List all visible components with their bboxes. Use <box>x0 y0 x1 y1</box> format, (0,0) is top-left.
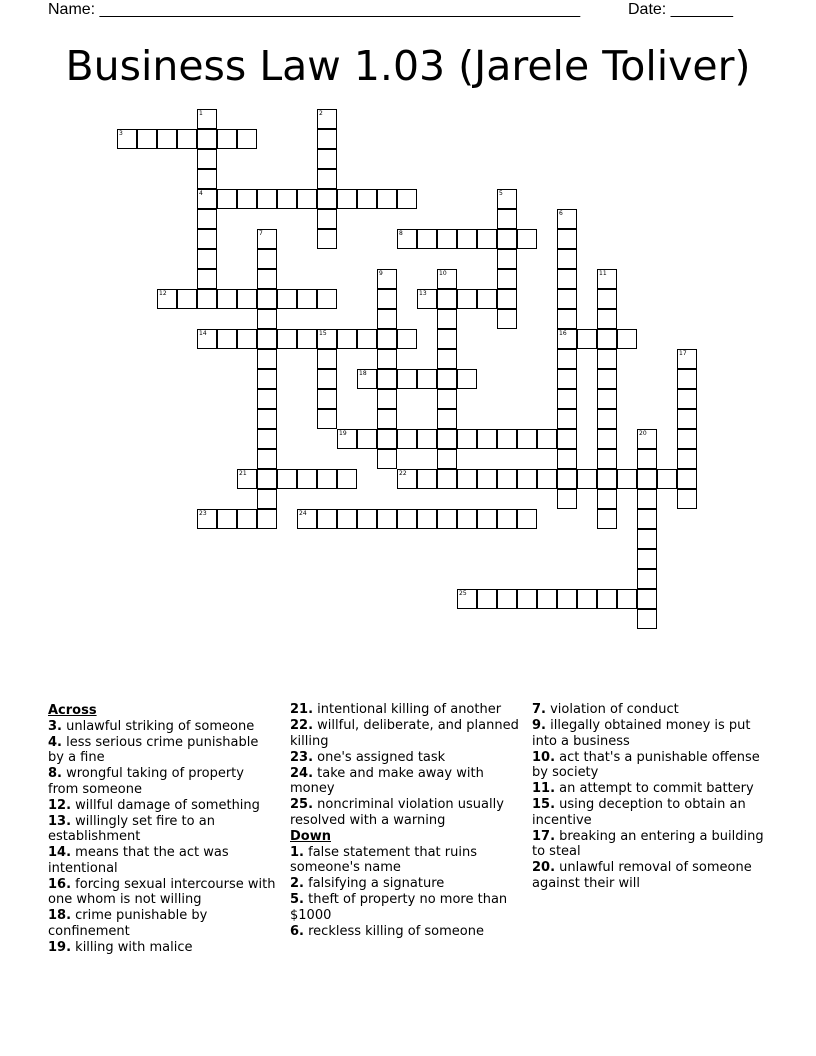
grid-cell[interactable] <box>397 369 417 389</box>
clue-across-19: 19. killing with malice <box>48 939 193 955</box>
grid-cell[interactable] <box>337 509 357 529</box>
clue-column-1 <box>48 702 278 956</box>
grid-cell[interactable] <box>557 429 577 449</box>
grid-cell[interactable] <box>397 189 417 209</box>
grid-cell[interactable] <box>317 369 337 389</box>
grid-cell[interactable] <box>597 429 617 449</box>
clue-number: 8 <box>399 230 403 237</box>
grid-cell[interactable] <box>637 509 657 529</box>
grid-cell[interactable] <box>257 349 277 369</box>
grid-cell[interactable] <box>317 509 337 529</box>
grid-cell[interactable] <box>357 509 377 529</box>
grid-cell[interactable] <box>277 289 297 309</box>
name-line[interactable]: Name: ______________________________________________________ <box>48 1 581 18</box>
clue-across-8: 8. wrongful taking of property from someone <box>48 766 244 797</box>
grid-cell[interactable] <box>597 449 617 469</box>
grid-cell[interactable] <box>477 469 497 489</box>
grid-cell[interactable] <box>557 209 577 229</box>
clue-across-4: 4. less serious crime punishable by a fine <box>48 734 259 765</box>
down-heading: Down <box>290 829 331 844</box>
clue-across-14: 14. means that the act was intentional <box>48 845 229 876</box>
grid-cell[interactable] <box>457 509 477 529</box>
grid-cell[interactable] <box>557 329 577 349</box>
grid-cell[interactable] <box>317 289 337 309</box>
grid-cell[interactable] <box>677 449 697 469</box>
grid-cell[interactable] <box>377 329 397 349</box>
clue-number: 2 <box>319 110 323 117</box>
grid-cell[interactable] <box>337 189 357 209</box>
grid-cell[interactable] <box>517 429 537 449</box>
grid-cell[interactable] <box>597 469 617 489</box>
grid-cell[interactable] <box>537 429 557 449</box>
grid-cell[interactable] <box>377 309 397 329</box>
clue-number: 19 <box>339 430 347 437</box>
grid-cell[interactable] <box>497 309 517 329</box>
grid-cell[interactable] <box>517 229 537 249</box>
grid-cell[interactable] <box>197 169 217 189</box>
grid-cell[interactable] <box>297 289 317 309</box>
grid-cell[interactable] <box>217 129 237 149</box>
grid-cell[interactable] <box>557 249 577 269</box>
clue-number: 23 <box>199 510 207 517</box>
clue-number: 24 <box>299 510 307 517</box>
grid-cell[interactable] <box>677 389 697 409</box>
grid-cell[interactable] <box>477 289 497 309</box>
grid-cell[interactable] <box>197 509 217 529</box>
clue-number: 4 <box>199 190 203 197</box>
grid-cell[interactable] <box>597 509 617 529</box>
grid-cell[interactable] <box>137 129 157 149</box>
grid-cell[interactable] <box>457 369 477 389</box>
grid-cell[interactable] <box>497 189 517 209</box>
grid-cell[interactable] <box>517 509 537 529</box>
grid-cell[interactable] <box>277 329 297 349</box>
grid-cell[interactable] <box>557 309 577 329</box>
clue-number: 25 <box>459 590 467 597</box>
grid-cell[interactable] <box>317 189 337 209</box>
clue-column-3 <box>532 702 767 892</box>
grid-cell[interactable] <box>377 189 397 209</box>
grid-cell[interactable] <box>317 469 337 489</box>
grid-cell[interactable] <box>677 349 697 369</box>
clue-number: 15 <box>319 330 327 337</box>
grid-cell[interactable] <box>577 329 597 349</box>
clue-across-3: 3. unlawful striking of someone <box>48 718 255 734</box>
grid-cell[interactable] <box>437 229 457 249</box>
grid-cell[interactable] <box>397 329 417 349</box>
grid-cell[interactable] <box>197 209 217 229</box>
grid-cell[interactable] <box>317 229 337 249</box>
clue-number: 13 <box>419 290 427 297</box>
grid-cell[interactable] <box>257 509 277 529</box>
clue-number: 20 <box>639 430 647 437</box>
grid-cell[interactable] <box>557 269 577 289</box>
clue-down-15: 15. using deception to obtain an incentive <box>532 797 746 828</box>
grid-cell[interactable] <box>437 429 457 449</box>
grid-cell[interactable] <box>417 469 437 489</box>
grid-cell[interactable] <box>257 489 277 509</box>
grid-cell[interactable] <box>497 289 517 309</box>
grid-cell[interactable] <box>617 469 637 489</box>
grid-cell[interactable] <box>337 469 357 489</box>
grid-cell[interactable] <box>437 389 457 409</box>
grid-cell[interactable] <box>317 149 337 169</box>
grid-cell[interactable] <box>437 509 457 529</box>
grid-cell[interactable] <box>197 249 217 269</box>
grid-cell[interactable] <box>177 289 197 309</box>
grid-cell[interactable] <box>377 509 397 529</box>
clue-across-12: 12. willful damage of something <box>48 797 260 813</box>
grid-cell[interactable] <box>677 429 697 449</box>
grid-cell[interactable] <box>317 409 337 429</box>
grid-cell[interactable] <box>337 429 357 449</box>
grid-cell[interactable] <box>597 329 617 349</box>
grid-cell[interactable] <box>417 289 437 309</box>
grid-cell[interactable] <box>637 429 657 449</box>
grid-cell[interactable] <box>437 449 457 469</box>
grid-cell[interactable] <box>597 289 617 309</box>
puzzle-title: Business Law 1.03 (Jarele Toliver) <box>65 42 751 90</box>
grid-cell[interactable] <box>217 509 237 529</box>
clue-down-10: 10. act that's a punishable offense by society <box>532 749 760 780</box>
grid-cell[interactable] <box>637 609 657 629</box>
grid-cell[interactable] <box>557 469 577 489</box>
grid-cell[interactable] <box>417 429 437 449</box>
grid-cell[interactable] <box>497 429 517 449</box>
grid-cell[interactable] <box>197 149 217 169</box>
grid-cell[interactable] <box>177 129 197 149</box>
grid-cell[interactable] <box>197 189 217 209</box>
grid-cell[interactable] <box>257 449 277 469</box>
grid-cell[interactable] <box>157 289 177 309</box>
grid-cell[interactable] <box>437 369 457 389</box>
grid-cell[interactable] <box>297 189 317 209</box>
grid-cell[interactable] <box>237 329 257 349</box>
grid-cell[interactable] <box>557 349 577 369</box>
clue-number: 1 <box>199 110 203 117</box>
grid-cell[interactable] <box>577 469 597 489</box>
grid-cell[interactable] <box>377 349 397 369</box>
date-line[interactable]: Date: _______ <box>628 1 733 18</box>
grid-cell[interactable] <box>577 589 597 609</box>
grid-cell[interactable] <box>237 509 257 529</box>
grid-cell[interactable] <box>317 349 337 369</box>
grid-cell[interactable] <box>257 469 277 489</box>
grid-cell[interactable] <box>517 589 537 609</box>
grid-cell[interactable] <box>157 129 177 149</box>
grid-cell[interactable] <box>557 369 577 389</box>
clue-number: 18 <box>359 370 367 377</box>
grid-cell[interactable] <box>257 269 277 289</box>
grid-cell[interactable] <box>597 309 617 329</box>
grid-cell[interactable] <box>237 129 257 149</box>
grid-cell[interactable] <box>237 289 257 309</box>
clue-across-13: 13. willingly set fire to an establishment <box>48 813 215 844</box>
grid-cell[interactable] <box>557 389 577 409</box>
grid-cell[interactable] <box>637 489 657 509</box>
grid-cell[interactable] <box>377 269 397 289</box>
clue-number: 10 <box>439 270 447 277</box>
grid-cell[interactable] <box>457 589 477 609</box>
grid-cell[interactable] <box>277 189 297 209</box>
grid-cell[interactable] <box>597 489 617 509</box>
grid-cell[interactable] <box>257 389 277 409</box>
grid-cell[interactable] <box>497 209 517 229</box>
grid-cell[interactable] <box>357 369 377 389</box>
grid-cell[interactable] <box>597 349 617 369</box>
clue-down-2: 2. falsifying a signature <box>290 876 445 891</box>
grid-cell[interactable] <box>397 429 417 449</box>
clue-number: 7 <box>259 230 263 237</box>
grid-cell[interactable] <box>197 109 217 129</box>
clue-number: 9 <box>379 270 383 277</box>
grid-cell[interactable] <box>437 349 457 369</box>
grid-cell[interactable] <box>257 429 277 449</box>
grid-cell[interactable] <box>677 409 697 429</box>
grid-cell[interactable] <box>417 509 437 529</box>
grid-cell[interactable] <box>457 229 477 249</box>
grid-cell[interactable] <box>517 469 537 489</box>
grid-cell[interactable] <box>497 229 517 249</box>
clue-number: 5 <box>499 190 503 197</box>
grid-cell[interactable] <box>437 329 457 349</box>
grid-cell[interactable] <box>337 329 357 349</box>
clue-across-16: 16. forcing sexual intercourse with one whom is not willing <box>48 876 276 907</box>
clue-number: 3 <box>119 130 123 137</box>
grid-cell[interactable] <box>557 449 577 469</box>
grid-cell[interactable] <box>637 529 657 549</box>
grid-cell[interactable] <box>237 189 257 209</box>
grid-cell[interactable] <box>477 509 497 529</box>
grid-cell[interactable] <box>277 469 297 489</box>
grid-cell[interactable] <box>617 589 637 609</box>
clue-number: 11 <box>599 270 607 277</box>
clue-across-21: 21. intentional killing of another <box>290 702 502 717</box>
grid-cell[interactable] <box>377 289 397 309</box>
clue-number: 12 <box>159 290 167 297</box>
grid-cell[interactable] <box>497 269 517 289</box>
grid-cell[interactable] <box>197 229 217 249</box>
clue-across-22: 22. willful, deliberate, and planned killing <box>290 718 519 749</box>
grid-cell[interactable] <box>357 189 377 209</box>
grid-cell[interactable] <box>457 289 477 309</box>
grid-cell[interactable] <box>257 409 277 429</box>
grid-cell[interactable] <box>597 269 617 289</box>
grid-cell[interactable] <box>217 329 237 349</box>
grid-cell[interactable] <box>437 469 457 489</box>
clue-down-17: 17. breaking an entering a building to steal <box>532 828 764 859</box>
grid-cell[interactable] <box>637 449 657 469</box>
clue-number: 14 <box>199 330 207 337</box>
grid-cell[interactable] <box>257 329 277 349</box>
grid-cell[interactable] <box>297 469 317 489</box>
grid-cell[interactable] <box>197 269 217 289</box>
grid-cell[interactable] <box>657 469 677 489</box>
grid-cell[interactable] <box>257 309 277 329</box>
clue-down-1: 1. false statement that ruins someone's name <box>290 844 477 875</box>
grid-cell[interactable] <box>297 509 317 529</box>
grid-cell[interactable] <box>537 589 557 609</box>
clue-across-23: 23. one's assigned task <box>290 749 446 765</box>
grid-cell[interactable] <box>497 469 517 489</box>
clue-across-25: 25. noncriminal violation usually resolved with a warning <box>290 797 504 828</box>
clue-number: 6 <box>559 210 563 217</box>
grid-cell[interactable] <box>257 229 277 249</box>
grid-cell[interactable] <box>557 409 577 429</box>
grid-cell[interactable] <box>497 509 517 529</box>
grid-cell[interactable] <box>397 229 417 249</box>
grid-cell[interactable] <box>617 329 637 349</box>
grid-cell[interactable] <box>257 249 277 269</box>
grid-cell[interactable] <box>637 589 657 609</box>
grid-cell[interactable] <box>257 369 277 389</box>
grid-cell[interactable] <box>197 289 217 309</box>
grid-cell[interactable] <box>357 429 377 449</box>
grid-cell[interactable] <box>197 329 217 349</box>
grid-cell[interactable] <box>637 549 657 569</box>
grid-cell[interactable] <box>217 289 237 309</box>
grid-cell[interactable] <box>117 129 137 149</box>
grid-cell[interactable] <box>417 229 437 249</box>
grid-cell[interactable] <box>457 429 477 449</box>
clue-across-18: 18. crime punishable by confinement <box>48 908 208 939</box>
grid-cell[interactable] <box>637 469 657 489</box>
grid-cell[interactable] <box>557 289 577 309</box>
grid-cell[interactable] <box>377 409 397 429</box>
grid-cell[interactable] <box>597 369 617 389</box>
across-heading: Across <box>48 703 97 718</box>
grid-cell[interactable] <box>317 209 337 229</box>
clue-down-7: 7. violation of conduct <box>532 702 679 717</box>
grid-cell[interactable] <box>537 469 557 489</box>
clue-down-20: 20. unlawful removal of someone against their will <box>532 860 752 891</box>
clue-down-5: 5. theft of property no more than $1000 <box>290 892 508 923</box>
grid-cell[interactable] <box>257 289 277 309</box>
grid-cell[interactable] <box>317 109 337 129</box>
clue-column-2 <box>290 702 520 940</box>
grid-cell[interactable] <box>317 129 337 149</box>
grid-cell[interactable] <box>397 509 417 529</box>
grid-cell[interactable] <box>597 409 617 429</box>
grid-cell[interactable] <box>317 389 337 409</box>
grid-cell[interactable] <box>257 189 277 209</box>
clue-down-6: 6. reckless killing of someone <box>290 923 484 939</box>
grid-cell[interactable] <box>437 289 457 309</box>
grid-cell[interactable] <box>437 409 457 429</box>
clue-number: 16 <box>559 330 567 337</box>
grid-cell[interactable] <box>677 489 697 509</box>
grid-cell[interactable] <box>377 449 397 469</box>
grid-cell[interactable] <box>557 489 577 509</box>
grid-cell[interactable] <box>457 469 477 489</box>
grid-cell[interactable] <box>317 169 337 189</box>
grid-cell[interactable] <box>297 329 317 349</box>
grid-cell[interactable] <box>477 229 497 249</box>
grid-cell[interactable] <box>417 369 437 389</box>
grid-cell[interactable] <box>497 249 517 269</box>
clue-number: 17 <box>679 350 687 357</box>
grid-cell[interactable] <box>197 129 217 149</box>
grid-cell[interactable] <box>357 329 377 349</box>
grid-cell[interactable] <box>477 589 497 609</box>
grid-cell[interactable] <box>677 469 697 489</box>
clue-across-24: 24. take and make away with money <box>290 765 484 796</box>
clue-down-9: 9. illegally obtained money is put into a business <box>532 718 751 749</box>
grid-cell[interactable] <box>477 429 497 449</box>
grid-cell[interactable] <box>377 389 397 409</box>
grid-cell[interactable] <box>677 369 697 389</box>
grid-cell[interactable] <box>217 189 237 209</box>
grid-cell[interactable] <box>377 369 397 389</box>
grid-cell[interactable] <box>637 569 657 589</box>
clue-number: 22 <box>399 470 407 477</box>
grid-cell[interactable] <box>397 469 417 489</box>
grid-cell[interactable] <box>237 469 257 489</box>
grid-cell[interactable] <box>557 589 577 609</box>
clue-down-11: 11. an attempt to commit battery <box>532 781 754 796</box>
grid-cell[interactable] <box>597 589 617 609</box>
grid-cell[interactable] <box>437 309 457 329</box>
grid-cell[interactable] <box>597 389 617 409</box>
grid-cell[interactable] <box>497 589 517 609</box>
grid-cell[interactable] <box>317 329 337 349</box>
grid-cell[interactable] <box>437 269 457 289</box>
grid-cell[interactable] <box>377 429 397 449</box>
clue-number: 21 <box>239 470 247 477</box>
grid-cell[interactable] <box>557 229 577 249</box>
